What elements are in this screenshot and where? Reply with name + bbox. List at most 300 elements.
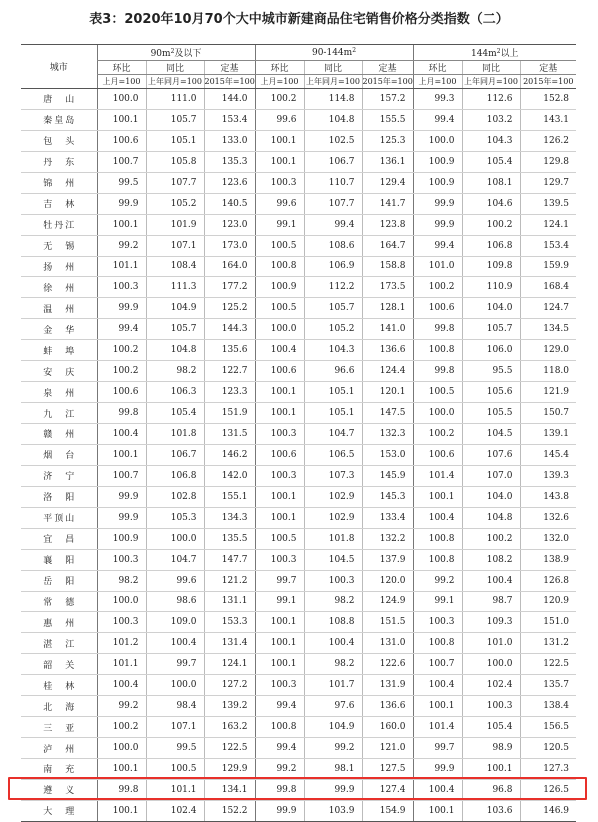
table-row (21, 570, 576, 591)
value-cell: 106.8 (462, 235, 520, 256)
city-cell: 桂 林 (21, 675, 97, 696)
value-cell: 100.0 (97, 738, 146, 759)
value-cell: 99.4 (255, 696, 304, 717)
table-row (21, 235, 576, 256)
value-cell: 135.6 (204, 340, 255, 361)
value-cell: 120.5 (520, 738, 576, 759)
value-cell: 105.2 (304, 319, 362, 340)
table-row (21, 612, 576, 633)
value-cell: 120.9 (520, 591, 576, 612)
value-cell: 147.5 (362, 403, 413, 424)
value-cell: 111.0 (146, 89, 204, 110)
value-cell: 123.0 (204, 214, 255, 235)
value-cell: 131.4 (204, 633, 255, 654)
base-header: 上月=100 (97, 75, 146, 89)
value-cell: 133.0 (204, 130, 255, 151)
city-cell: 九 江 (21, 403, 97, 424)
city-cell: 蚌 埠 (21, 340, 97, 361)
value-cell: 100.3 (462, 696, 520, 717)
value-cell: 126.8 (520, 570, 576, 591)
value-cell: 127.2 (204, 675, 255, 696)
value-cell: 100.2 (97, 340, 146, 361)
value-cell: 99.7 (413, 738, 462, 759)
value-cell: 100.5 (146, 759, 204, 780)
value-cell: 104.9 (146, 298, 204, 319)
value-cell: 139.5 (520, 193, 576, 214)
city-cell: 烟 台 (21, 444, 97, 465)
value-cell: 99.3 (413, 89, 462, 110)
base-header: 上年同月=100 (146, 75, 204, 89)
value-cell: 107.1 (146, 235, 204, 256)
group-label: 90-144m (311, 47, 353, 58)
value-cell: 129.8 (520, 151, 576, 172)
value-cell: 131.2 (520, 633, 576, 654)
metric-header-row (21, 61, 576, 75)
city-cell: 牡丹江 (21, 214, 97, 235)
value-cell: 98.9 (462, 738, 520, 759)
value-cell: 118.0 (520, 361, 576, 382)
city-cell: 惠 州 (21, 612, 97, 633)
value-cell: 100.1 (97, 214, 146, 235)
value-cell: 124.4 (362, 361, 413, 382)
value-cell: 105.4 (146, 403, 204, 424)
city-cell: 温 州 (21, 298, 97, 319)
value-cell: 99.9 (255, 800, 304, 821)
value-cell: 107.6 (462, 444, 520, 465)
value-cell: 120.1 (362, 382, 413, 403)
value-cell: 138.9 (520, 549, 576, 570)
metric-header: 同比 (146, 61, 204, 75)
value-cell: 100.0 (97, 89, 146, 110)
value-cell: 100.6 (255, 361, 304, 382)
value-cell: 107.1 (146, 717, 204, 738)
value-cell: 155.5 (362, 109, 413, 130)
value-cell: 106.7 (146, 444, 204, 465)
table-row (21, 696, 576, 717)
value-cell: 122.5 (204, 738, 255, 759)
value-cell: 100.1 (255, 633, 304, 654)
value-cell: 163.2 (204, 717, 255, 738)
value-cell: 152.2 (204, 800, 255, 821)
value-cell: 133.4 (362, 507, 413, 528)
value-cell: 100.3 (255, 465, 304, 486)
value-cell: 100.1 (413, 696, 462, 717)
value-cell: 151.5 (362, 612, 413, 633)
value-cell: 99.1 (255, 214, 304, 235)
value-cell: 100.7 (413, 654, 462, 675)
price-index-table (21, 44, 576, 822)
value-cell: 103.9 (304, 800, 362, 821)
value-cell: 98.2 (146, 361, 204, 382)
city-cell: 宜 昌 (21, 528, 97, 549)
value-cell: 100.3 (97, 277, 146, 298)
table-row (21, 89, 576, 110)
value-cell: 131.0 (362, 633, 413, 654)
value-cell: 143.8 (520, 486, 576, 507)
value-cell: 135.7 (520, 675, 576, 696)
value-cell: 108.4 (146, 256, 204, 277)
value-cell: 99.5 (146, 738, 204, 759)
value-cell: 99.2 (304, 738, 362, 759)
city-cell: 徐 州 (21, 277, 97, 298)
value-cell: 104.7 (304, 424, 362, 445)
value-cell: 132.2 (362, 528, 413, 549)
metric-header: 同比 (462, 61, 520, 75)
value-cell: 120.0 (362, 570, 413, 591)
value-cell: 100.4 (413, 779, 462, 800)
value-cell: 101.1 (97, 256, 146, 277)
value-cell: 144.0 (204, 89, 255, 110)
value-cell: 102.8 (146, 486, 204, 507)
table-row (21, 549, 576, 570)
table-row (21, 800, 576, 821)
value-cell: 100.4 (462, 570, 520, 591)
value-cell: 100.8 (413, 528, 462, 549)
group-label: 144m (470, 49, 497, 59)
metric-header: 定基 (204, 61, 255, 75)
group-suffix: 以上 (500, 49, 519, 59)
value-cell: 137.9 (362, 549, 413, 570)
value-cell: 98.2 (304, 591, 362, 612)
metric-header: 定基 (520, 61, 576, 75)
value-cell: 173.0 (204, 235, 255, 256)
value-cell: 100.8 (255, 717, 304, 738)
value-cell: 101.8 (146, 424, 204, 445)
value-cell: 132.6 (520, 507, 576, 528)
table-row (21, 779, 576, 800)
value-cell: 144.3 (204, 319, 255, 340)
value-cell: 99.2 (413, 570, 462, 591)
table-row (21, 382, 576, 403)
value-cell: 98.1 (304, 759, 362, 780)
city-cell: 锦 州 (21, 172, 97, 193)
table-row (21, 151, 576, 172)
value-cell: 109.0 (146, 612, 204, 633)
value-cell: 100.3 (255, 172, 304, 193)
value-cell: 160.0 (362, 717, 413, 738)
value-cell: 95.5 (462, 361, 520, 382)
value-cell: 100.8 (413, 340, 462, 361)
value-cell: 106.5 (304, 444, 362, 465)
value-cell: 100.0 (462, 654, 520, 675)
group-header-medium (255, 45, 413, 61)
value-cell: 100.6 (97, 382, 146, 403)
value-cell: 100.8 (413, 549, 462, 570)
value-cell: 100.1 (255, 654, 304, 675)
value-cell: 104.5 (304, 549, 362, 570)
value-cell: 109.8 (462, 256, 520, 277)
value-cell: 99.8 (255, 779, 304, 800)
value-cell: 124.1 (520, 214, 576, 235)
value-cell: 155.1 (204, 486, 255, 507)
value-cell: 102.5 (304, 130, 362, 151)
value-cell: 105.1 (304, 403, 362, 424)
value-cell: 110.7 (304, 172, 362, 193)
metric-header: 环比 (97, 61, 146, 75)
value-cell: 100.2 (255, 89, 304, 110)
value-cell: 100.1 (462, 759, 520, 780)
value-cell: 104.8 (146, 340, 204, 361)
value-cell: 100.0 (146, 675, 204, 696)
table-row (21, 633, 576, 654)
value-cell: 100.2 (97, 717, 146, 738)
value-cell: 105.1 (146, 130, 204, 151)
value-cell: 131.9 (362, 675, 413, 696)
city-cell: 北 海 (21, 696, 97, 717)
value-cell: 107.3 (304, 465, 362, 486)
value-cell: 156.5 (520, 717, 576, 738)
value-cell: 112.2 (304, 277, 362, 298)
value-cell: 96.6 (304, 361, 362, 382)
value-cell: 139.3 (520, 465, 576, 486)
value-cell: 105.7 (304, 298, 362, 319)
value-cell: 124.1 (204, 654, 255, 675)
metric-header: 环比 (255, 61, 304, 75)
value-cell: 105.7 (146, 319, 204, 340)
value-cell: 100.9 (413, 151, 462, 172)
value-cell: 121.9 (520, 382, 576, 403)
value-cell: 99.1 (255, 591, 304, 612)
value-cell: 100.5 (413, 382, 462, 403)
group-label: 90m (150, 49, 171, 59)
value-cell: 136.6 (362, 696, 413, 717)
value-cell: 106.7 (304, 151, 362, 172)
city-column-header: 城市 (21, 45, 97, 89)
value-cell: 147.7 (204, 549, 255, 570)
value-cell: 128.1 (362, 298, 413, 319)
city-cell: 平顶山 (21, 507, 97, 528)
base-header: 上月=100 (255, 75, 304, 89)
base-header-row (21, 75, 576, 89)
value-cell: 100.3 (304, 570, 362, 591)
table-row (21, 403, 576, 424)
value-cell: 145.9 (362, 465, 413, 486)
value-cell: 109.3 (462, 612, 520, 633)
value-cell: 173.5 (362, 277, 413, 298)
value-cell: 132.3 (362, 424, 413, 445)
city-cell: 赣 州 (21, 424, 97, 445)
value-cell: 100.1 (255, 151, 304, 172)
table-row (21, 214, 576, 235)
value-cell: 99.2 (97, 696, 146, 717)
value-cell: 107.7 (146, 172, 204, 193)
city-cell: 南 充 (21, 759, 97, 780)
metric-header: 环比 (413, 61, 462, 75)
metric-header: 同比 (304, 61, 362, 75)
table-row (21, 340, 576, 361)
value-cell: 123.6 (204, 172, 255, 193)
value-cell: 164.0 (204, 256, 255, 277)
city-cell: 无 锡 (21, 235, 97, 256)
city-cell: 湛 江 (21, 633, 97, 654)
value-cell: 100.0 (146, 528, 204, 549)
value-cell: 138.4 (520, 696, 576, 717)
city-cell: 丹 东 (21, 151, 97, 172)
value-cell: 100.7 (97, 151, 146, 172)
value-cell: 101.1 (97, 654, 146, 675)
value-cell: 132.0 (520, 528, 576, 549)
value-cell: 145.4 (520, 444, 576, 465)
value-cell: 114.8 (304, 89, 362, 110)
value-cell: 100.4 (304, 633, 362, 654)
value-cell: 101.8 (304, 528, 362, 549)
value-cell: 134.3 (204, 507, 255, 528)
value-cell: 99.9 (304, 779, 362, 800)
value-cell: 100.6 (413, 444, 462, 465)
value-cell: 100.3 (255, 424, 304, 445)
value-cell: 110.9 (462, 277, 520, 298)
value-cell: 101.2 (97, 633, 146, 654)
value-cell: 100.5 (255, 298, 304, 319)
value-cell: 100.7 (97, 465, 146, 486)
value-cell: 100.1 (255, 612, 304, 633)
group-header-large (413, 45, 576, 61)
value-cell: 107.7 (304, 193, 362, 214)
value-cell: 122.6 (362, 654, 413, 675)
value-cell: 101.0 (462, 633, 520, 654)
value-cell: 129.0 (520, 340, 576, 361)
value-cell: 100.1 (413, 486, 462, 507)
value-cell: 100.2 (462, 528, 520, 549)
value-cell: 106.8 (146, 465, 204, 486)
value-cell: 100.1 (97, 109, 146, 130)
value-cell: 123.8 (362, 214, 413, 235)
value-cell: 100.0 (413, 403, 462, 424)
value-cell: 136.6 (362, 340, 413, 361)
value-cell: 99.8 (413, 361, 462, 382)
table-row (21, 486, 576, 507)
value-cell: 105.2 (146, 193, 204, 214)
value-cell: 104.3 (304, 340, 362, 361)
metric-header: 定基 (362, 61, 413, 75)
value-cell: 100.1 (97, 759, 146, 780)
value-cell: 153.3 (204, 612, 255, 633)
city-cell: 金 华 (21, 319, 97, 340)
value-cell: 105.8 (146, 151, 204, 172)
base-header: 上年同月=100 (462, 75, 520, 89)
value-cell: 100.2 (413, 424, 462, 445)
table-row (21, 444, 576, 465)
value-cell: 104.8 (304, 109, 362, 130)
table-row (21, 109, 576, 130)
value-cell: 104.8 (462, 507, 520, 528)
value-cell: 106.0 (462, 340, 520, 361)
value-cell: 101.4 (413, 465, 462, 486)
value-cell: 101.9 (146, 214, 204, 235)
value-cell: 100.4 (97, 424, 146, 445)
value-cell: 100.9 (255, 277, 304, 298)
table-row (21, 256, 576, 277)
value-cell: 153.4 (204, 109, 255, 130)
value-cell: 99.6 (255, 193, 304, 214)
value-cell: 99.9 (413, 759, 462, 780)
value-cell: 126.5 (520, 779, 576, 800)
value-cell: 131.5 (204, 424, 255, 445)
value-cell: 99.9 (97, 193, 146, 214)
value-cell: 103.2 (462, 109, 520, 130)
value-cell: 99.6 (255, 109, 304, 130)
value-cell: 100.9 (413, 172, 462, 193)
value-cell: 104.7 (146, 549, 204, 570)
table-header (21, 45, 576, 89)
value-cell: 112.6 (462, 89, 520, 110)
value-cell: 126.2 (520, 130, 576, 151)
value-cell: 99.8 (97, 779, 146, 800)
base-header: 上月=100 (413, 75, 462, 89)
base-header: 2015年=100 (362, 75, 413, 89)
value-cell: 105.7 (146, 109, 204, 130)
table-row (21, 130, 576, 151)
value-cell: 100.1 (413, 800, 462, 821)
base-header: 上年同月=100 (304, 75, 362, 89)
value-cell: 100.6 (255, 444, 304, 465)
value-cell: 105.4 (462, 151, 520, 172)
table-row (21, 361, 576, 382)
value-cell: 106.9 (304, 256, 362, 277)
value-cell: 129.7 (520, 172, 576, 193)
value-cell: 158.8 (362, 256, 413, 277)
value-cell: 100.1 (255, 403, 304, 424)
value-cell: 99.8 (97, 403, 146, 424)
value-cell: 159.9 (520, 256, 576, 277)
value-cell: 102.4 (462, 675, 520, 696)
city-cell: 襄 阳 (21, 549, 97, 570)
group-suffix: 及以下 (174, 49, 202, 59)
value-cell: 98.2 (304, 654, 362, 675)
value-cell: 100.8 (255, 256, 304, 277)
group-sup: 2 (352, 46, 357, 54)
table-row (21, 193, 576, 214)
value-cell: 164.7 (362, 235, 413, 256)
value-cell: 101.7 (304, 675, 362, 696)
base-header: 2015年=100 (520, 75, 576, 89)
table-row (21, 759, 576, 780)
value-cell: 99.4 (304, 214, 362, 235)
table-row (21, 675, 576, 696)
city-cell: 扬 州 (21, 256, 97, 277)
value-cell: 146.2 (204, 444, 255, 465)
value-cell: 127.4 (362, 779, 413, 800)
table-row (21, 591, 576, 612)
value-cell: 96.8 (462, 779, 520, 800)
value-cell: 100.0 (255, 319, 304, 340)
value-cell: 100.4 (146, 633, 204, 654)
value-cell: 100.3 (97, 549, 146, 570)
value-cell: 99.6 (146, 570, 204, 591)
value-cell: 108.8 (304, 612, 362, 633)
value-cell: 105.6 (462, 382, 520, 403)
city-cell: 常 德 (21, 591, 97, 612)
value-cell: 151.0 (520, 612, 576, 633)
value-cell: 99.5 (97, 172, 146, 193)
table-row (21, 277, 576, 298)
value-cell: 99.4 (413, 109, 462, 130)
value-cell: 100.3 (413, 612, 462, 633)
city-cell: 洛 阳 (21, 486, 97, 507)
value-cell: 101.4 (413, 717, 462, 738)
value-cell: 99.7 (146, 654, 204, 675)
value-cell: 152.8 (520, 89, 576, 110)
value-cell: 168.4 (520, 277, 576, 298)
value-cell: 141.7 (362, 193, 413, 214)
value-cell: 99.4 (413, 235, 462, 256)
value-cell: 124.9 (362, 591, 413, 612)
city-cell: 大 理 (21, 800, 97, 821)
base-header: 2015年=100 (204, 75, 255, 89)
value-cell: 99.9 (97, 507, 146, 528)
value-cell: 100.1 (255, 382, 304, 403)
value-cell: 100.9 (97, 528, 146, 549)
